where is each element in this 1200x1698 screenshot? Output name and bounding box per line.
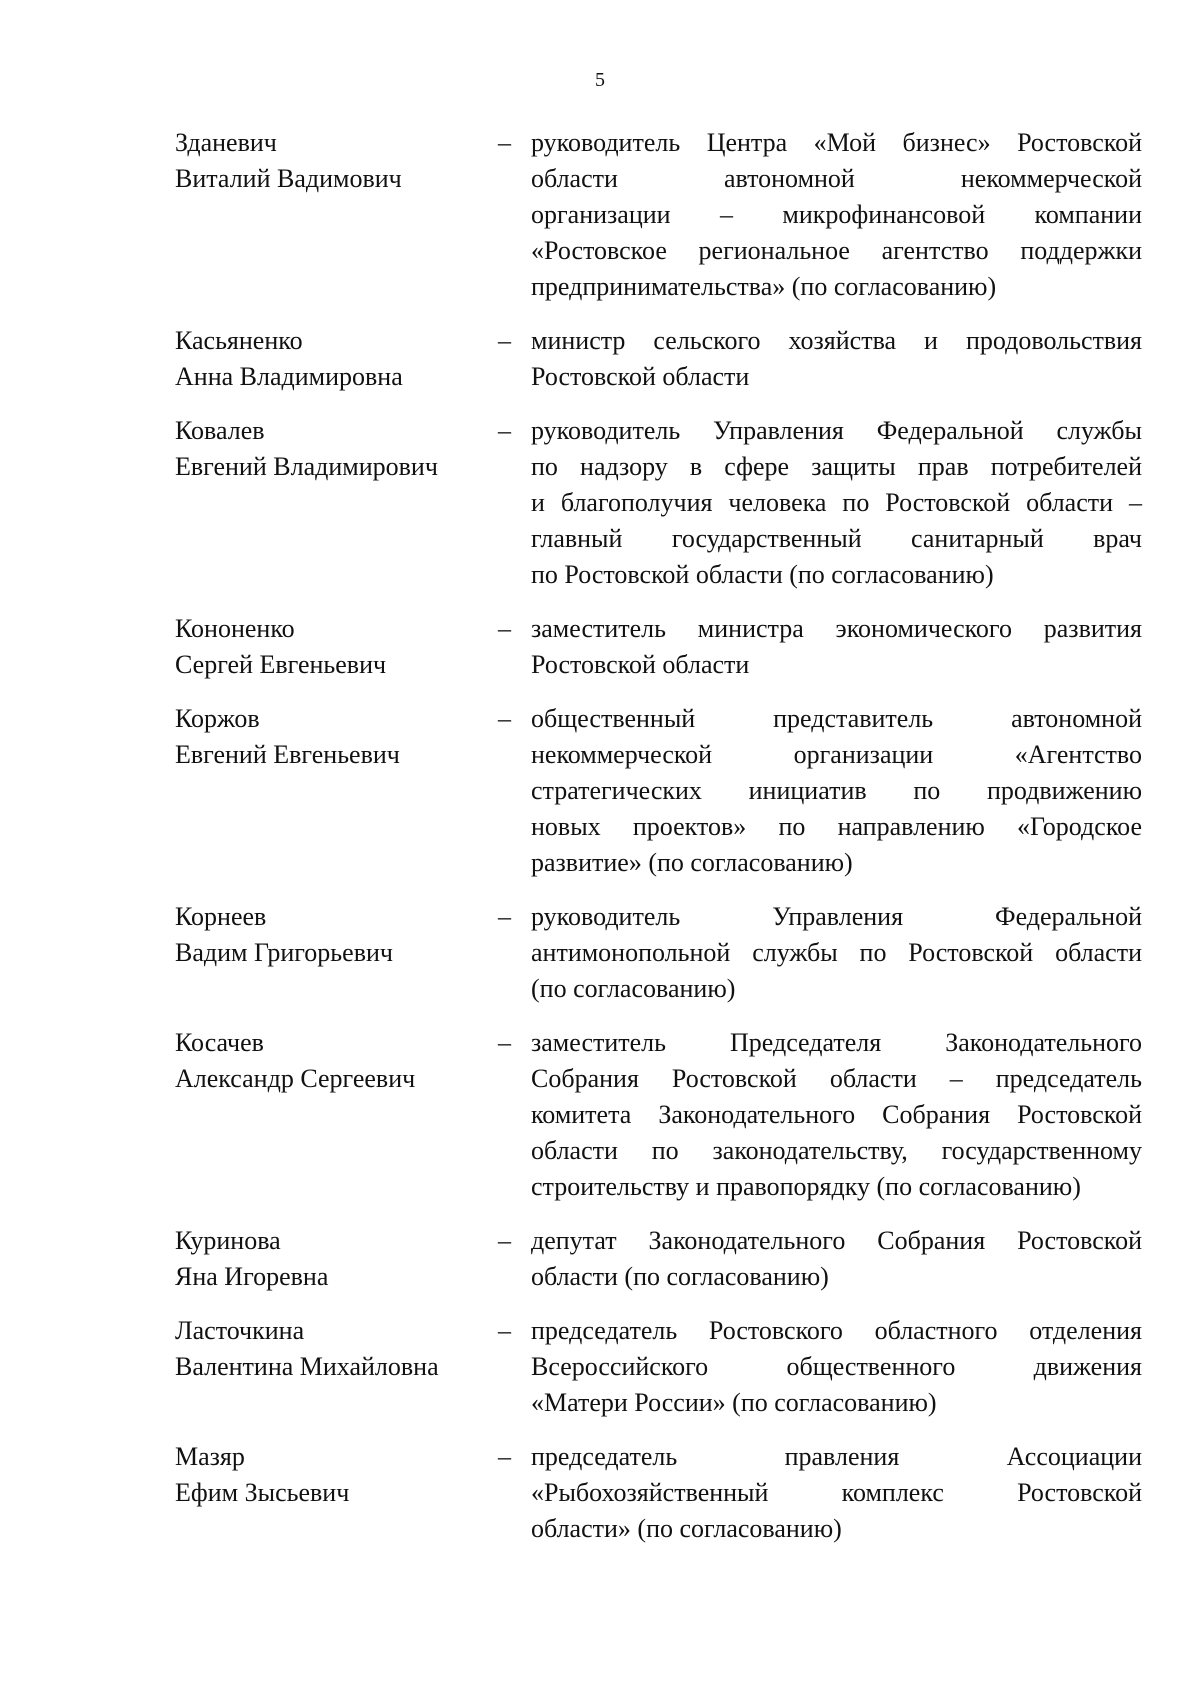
member-entry	[0, 1223, 1200, 1295]
position-line: «Матери России» (по согласованию)	[531, 1388, 937, 1417]
position-line: комитета Законодательного Собрания Ростовской	[531, 1100, 1142, 1129]
member-position	[531, 701, 1142, 881]
position-line: стратегических инициатив по продвижению	[531, 776, 1142, 805]
dash-separator: –	[498, 902, 511, 931]
member-entry	[0, 1439, 1200, 1547]
member-position	[531, 1025, 1142, 1205]
member-given-name: Яна Игоревна	[175, 1262, 329, 1291]
position-line: Ростовской области	[531, 362, 750, 391]
member-given-name: Ефим Зысьевич	[175, 1478, 350, 1507]
position-line: предпринимательства» (по согласованию)	[531, 272, 997, 301]
member-entry	[0, 323, 1200, 395]
member-position	[531, 1223, 1142, 1295]
member-name	[175, 899, 475, 971]
position-line: общественный представитель автономной	[531, 704, 1142, 733]
position-line: Ростовской области	[531, 650, 750, 679]
member-position	[531, 323, 1142, 395]
dash-separator: –	[498, 1028, 511, 1057]
position-line: Собрания Ростовской области – председатель	[531, 1064, 1142, 1093]
member-surname: Ковалев	[175, 416, 265, 445]
dash-separator: –	[498, 1226, 511, 1255]
position-line: «Ростовское региональное агентство поддержки	[531, 236, 1142, 265]
member-name	[175, 701, 475, 773]
member-given-name: Виталий Вадимович	[175, 164, 402, 193]
position-line: области по законодательству, государственному	[531, 1136, 1142, 1165]
position-line: председатель правления Ассоциации	[531, 1442, 1142, 1471]
member-given-name: Анна Владимировна	[175, 362, 403, 391]
position-line: депутат Законодательного Собрания Ростовской	[531, 1226, 1142, 1255]
position-line: (по согласованию)	[531, 974, 736, 1003]
position-line: новых проектов» по направлению «Городское	[531, 812, 1142, 841]
dash-separator: –	[498, 1442, 511, 1471]
position-line: некоммерческой организации «Агентство	[531, 740, 1142, 769]
position-line: руководитель Центра «Мой бизнес» Ростовской	[531, 128, 1142, 157]
position-line: по надзору в сфере защиты прав потребителей	[531, 452, 1142, 481]
member-surname: Касьяненко	[175, 326, 303, 355]
position-line: «Рыбохозяйственный комплекс Ростовской	[531, 1478, 1142, 1507]
member-surname: Корнеев	[175, 902, 267, 931]
member-position	[531, 413, 1142, 593]
member-name	[175, 323, 475, 395]
dash-separator: –	[498, 704, 511, 733]
position-line: заместитель Председателя Законодательного	[531, 1028, 1142, 1057]
member-surname: Коржов	[175, 704, 260, 733]
member-surname: Куринова	[175, 1226, 281, 1255]
member-position	[531, 611, 1142, 683]
member-list	[0, 125, 1200, 1565]
position-line: антимонопольной службы по Ростовской области	[531, 938, 1142, 967]
member-name	[175, 1439, 475, 1511]
position-line: министр сельского хозяйства и продовольствия	[531, 326, 1142, 355]
position-line: строительству и правопорядку (по согласованию)	[531, 1172, 1081, 1201]
member-surname: Зданевич	[175, 128, 277, 157]
member-position	[531, 1439, 1142, 1547]
position-line: руководитель Управления Федеральной службы	[531, 416, 1142, 445]
dash-separator: –	[498, 128, 511, 157]
member-position	[531, 125, 1142, 305]
member-given-name: Александр Сергеевич	[175, 1064, 416, 1093]
member-given-name: Валентина Михайловна	[175, 1352, 439, 1381]
position-line: развитие» (по согласованию)	[531, 848, 853, 877]
member-name	[175, 125, 475, 197]
member-name	[175, 1025, 475, 1097]
member-entry	[0, 1313, 1200, 1421]
member-given-name: Евгений Владимирович	[175, 452, 438, 481]
position-line: Всероссийского общественного движения	[531, 1352, 1142, 1381]
dash-separator: –	[498, 326, 511, 355]
member-entry	[0, 611, 1200, 683]
dash-separator: –	[498, 416, 511, 445]
position-line: и благополучия человека по Ростовской области –	[531, 488, 1142, 517]
position-line: заместитель министра экономического развития	[531, 614, 1142, 643]
member-given-name: Вадим Григорьевич	[175, 938, 393, 967]
position-line: главный государственный санитарный врач	[531, 524, 1142, 553]
member-entry	[0, 413, 1200, 593]
dash-separator: –	[498, 1316, 511, 1345]
member-surname: Мазяр	[175, 1442, 245, 1471]
position-line: председатель Ростовского областного отделения	[531, 1316, 1142, 1345]
position-line: руководитель Управления Федеральной	[531, 902, 1142, 931]
member-given-name: Евгений Евгеньевич	[175, 740, 400, 769]
member-entry	[0, 1025, 1200, 1205]
position-line: области» (по согласованию)	[531, 1514, 842, 1543]
position-line: по Ростовской области (по согласованию)	[531, 560, 994, 589]
dash-separator: –	[498, 614, 511, 643]
member-name	[175, 1313, 475, 1385]
member-name	[175, 611, 475, 683]
member-position	[531, 899, 1142, 1007]
position-line: области (по согласованию)	[531, 1262, 829, 1291]
member-surname: Косачев	[175, 1028, 264, 1057]
member-name	[175, 1223, 475, 1295]
member-name	[175, 413, 475, 485]
member-entry	[0, 701, 1200, 881]
page-number: 5	[595, 69, 605, 91]
member-entry	[0, 125, 1200, 305]
member-given-name: Сергей Евгеньевич	[175, 650, 387, 679]
member-surname: Ласточкина	[175, 1316, 305, 1345]
position-line: организации – микрофинансовой компании	[531, 200, 1142, 229]
member-position	[531, 1313, 1142, 1421]
member-entry	[0, 899, 1200, 1007]
member-surname: Кононенко	[175, 614, 295, 643]
position-line: области автономной некоммерческой	[531, 164, 1142, 193]
